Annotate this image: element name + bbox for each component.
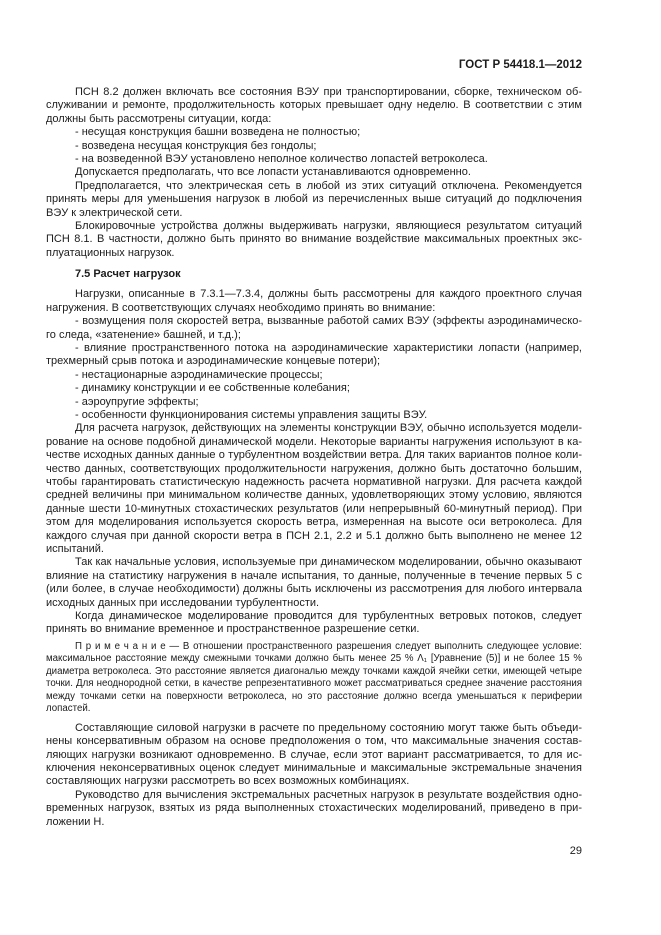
paragraph-guidance-annex-h: Руководство для вычисления экстремальных расчетных нагрузок в результате воздействия одновременных нагрузок, взятых из ряда выполненных стохастических моделирований, приведено в приложении Н. <box>46 788 582 828</box>
paragraph-blades-simultaneous: Допускается предполагать, что все лопасти устанавливаются одновременно. <box>75 166 471 179</box>
note-spatial-resolution: П р и м е ч а н и е — В отношении пространственного разрешения следует выполнить следующее условие: максимальное расстояние между смежными точками должно быть менее 25 % Λ₁ [Уравнение (5)] и не более 15 % диаметра ветроколеса. Это расстояние является диагональю между точками каждой ячейки сетки, имеющей четыре точки. Для неоднородной сетки, в качестве репрезентативного может рассматриваться среднее значение расстояния между точками сетки на поверхности ветроколеса, но это расстояние должно всегда уменьшаться к периферии лопастей. <box>46 640 582 715</box>
list-item-spatial-flow: - влияние пространственного потока на аэродинамические характеристики лопасти (например, трехмерный срыв потока и аэродинамические концевые потери); <box>46 341 582 368</box>
list-item-unsteady-aero: - нестационарные аэродинамические процессы; <box>75 368 323 381</box>
list-item-tower-incomplete: - несущая конструкция башни возведена не полностью; <box>75 126 361 139</box>
list-item-aeroelastic: - аэроупругие эффекты; <box>75 395 199 408</box>
list-item-control-system: - особенности функционирования системы управления защиты ВЭУ. <box>75 408 428 421</box>
page-number: 29 <box>569 845 582 857</box>
section-heading-7-5: 7.5 Расчет нагрузок <box>75 268 181 281</box>
paragraph-locking-devices: Блокировочные устройства должны выдерживать нагрузки, являющиеся результатом ситуаций ПСН 8.1. В частности, должно быть принято во внимание воздействие максимальных проектных эксплуатационных нагрузок. <box>46 220 582 259</box>
list-item-structural-dynamics: - динамику конструкции и ее собственные колебания; <box>75 382 350 395</box>
list-item-incomplete-blades: - на возведенной ВЭУ установлено неполное количество лопастей ветроколеса. <box>75 153 488 166</box>
paragraph-load-components: Составляющие силовой нагрузки в расчете по предельному состоянию могут также быть объединены консервативным образом на основе предположения о том, что максимальные значения составляющих нагрузки возникают одновременно. В случае, если этот вариант рассматривается, то для исключения неконсервативных оценок следует минимальные и максимальные экстремальные значения составляющих нагрузки рассмотреть во всех возможных комбинациях. <box>46 721 582 788</box>
standard-number-header: ГОСТ Р 54418.1—2012 <box>458 59 582 71</box>
list-item-no-nacelle: - возведена несущая конструкция без гондолы; <box>75 139 317 152</box>
paragraph-grid-resolution: Когда динамическое моделирование проводится для турбулентных ветровых потоков, следует принять во внимание временное и пространственное разрешение сетки. <box>46 610 582 636</box>
paragraph-loads-described: Нагрузки, описанные в 7.3.1—7.3.4, должны быть рассмотрены для каждого проектного случая нагружения. В соответствующих случаях необходимо принять во внимание: <box>46 288 582 314</box>
paragraph-load-simulation: Для расчета нагрузок, действующих на элементы конструкции ВЭУ, обычно используется моделирование на основе подобной динамической модели. Некоторые варианты нагружения используют в качестве исходных данных данные о турбулентном воздействии ветра. Для таких вариантов полное количество данных, соответствующих продолжительности нагружения, должно быть достаточно большим, чтобы гарантировать статистическую надежность расчета нормативной нагрузки. Для расчета каждой средней величины при минимальном количестве данных, удовлетворяющих этому условию, являются данные шести 10-минутных стохастических результатов (или непрерывный 60-минутный период). При этом для моделирования используется скорость ветра, измеренная на высоте оси ветроколеса. Для каждого случая при данной скорости ветра в ПСН 2.1, 2.2 и 5.1 должно быть выполнено не менее 12 испытаний. <box>46 422 582 555</box>
paragraph-psn-82: ПСН 8.2 должен включать все состояния ВЭУ при транспортировании, сборке, техническом обслуживании и ремонте, продолжительность которых превышает одну неделю. В соответствии с этим должны быть рассмотрены ситуации, когда: <box>46 86 582 125</box>
page-content <box>46 86 582 829</box>
paragraph-grid-disconnected: Предполагается, что электрическая сеть в любой из этих ситуаций отключена. Рекомендуется принять меры для уменьшения нагрузок в любой из перечисленных выше ситуаций до подключения ВЭУ к электрической сети. <box>46 179 582 219</box>
list-item-wake-effects: - возмущения поля скоростей ветра, вызванные работой самих ВЭУ (эффекты аэродинамического следа, «затенение» башней, и т.д.); <box>46 315 582 341</box>
paragraph-initial-conditions: Так как начальные условия, используемые при динамическом моделировании, обычно оказывают влияние на статистику нагружения в начале испытания, то данные, полученные в течение первых 5 с (или более, в случае необходимости) должны быть исключены из рассмотрения для любого интервала исходных данных при исследовании турбулентности. <box>46 556 582 609</box>
